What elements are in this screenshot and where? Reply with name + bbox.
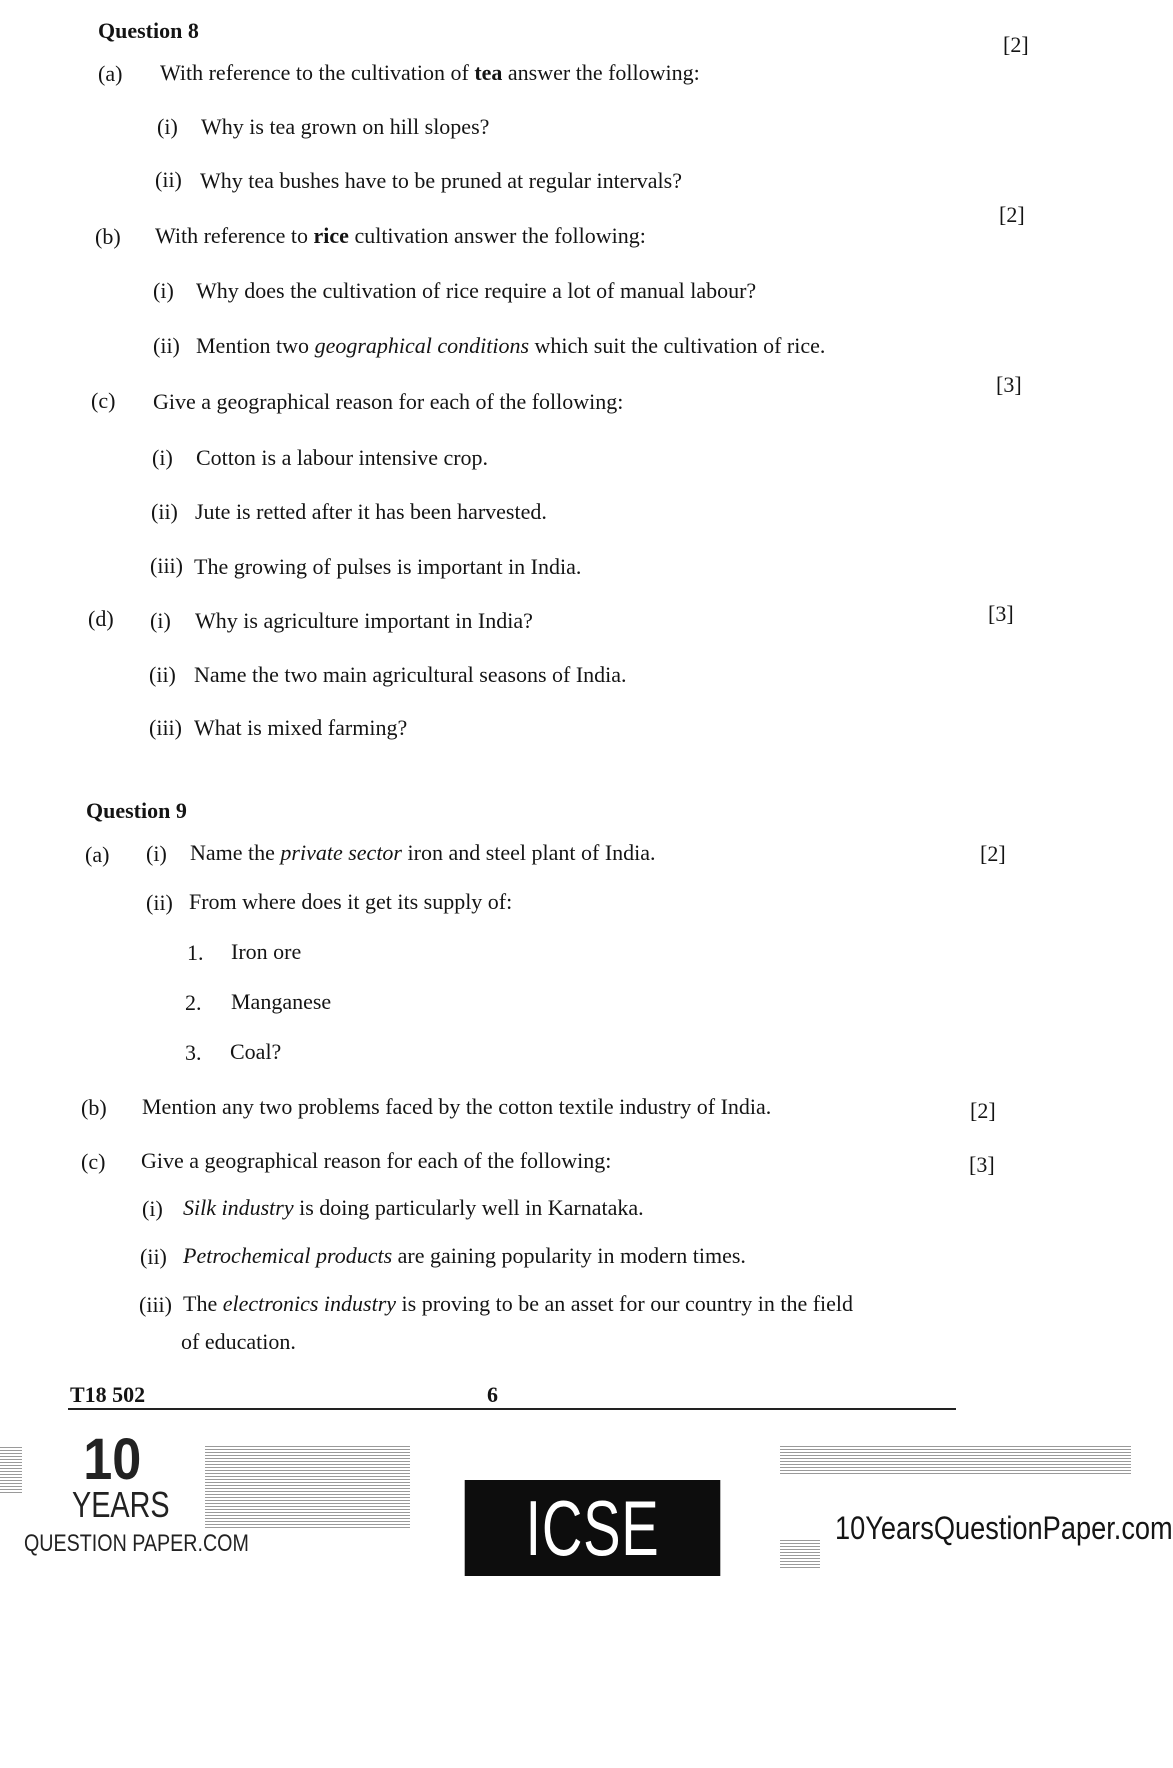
q8-a-label: (a) (98, 61, 123, 86)
q9-a-item-text: Iron ore (231, 939, 302, 964)
q8-c-ii-num: (ii) (151, 499, 178, 524)
question-8-title: Question 8 (98, 18, 199, 43)
q9-a-item-num: 3. (185, 1040, 202, 1065)
banner-title: ICSE BOARD X (465, 1480, 721, 1576)
q8-b-i-num: (i) (153, 278, 174, 303)
q9-c-label: (c) (81, 1149, 106, 1174)
page-number: 6 (487, 1382, 498, 1407)
q9-c-iii-num: (iii) (139, 1292, 172, 1317)
q8-d-iii-num: (iii) (149, 715, 182, 740)
q8-b-i-text: Why does the cultivation of rice require a lot of manual labour? (196, 278, 757, 303)
logo-number: 10 (83, 1427, 142, 1492)
paper-code: T18 502 (70, 1382, 146, 1407)
q9-a-i-text: Name the private sector iron and steel plant of India. (190, 840, 656, 865)
q8-d-marks: [3] (988, 601, 1014, 626)
q9-a-item-text: Coal? (230, 1039, 282, 1064)
q8-a-i-num: (i) (157, 114, 178, 139)
q8-c-i-num: (i) (152, 445, 173, 470)
footer-rule (68, 1408, 956, 1410)
q9-a-i-num: (i) (146, 841, 167, 866)
q9-a-marks: [2] (980, 841, 1006, 866)
q9-a-ii-num: (ii) (146, 890, 173, 915)
q9-a-item-num: 1. (187, 940, 204, 965)
q8-a-i-text: Why is tea grown on hill slopes? (201, 114, 490, 139)
site-url: 10YearsQuestionPaper.com (835, 1510, 1173, 1546)
logo-word: YEARS (72, 1484, 170, 1525)
q9-a-item-text: Manganese (231, 989, 332, 1014)
q9-b-text: Mention any two problems faced by the cotton textile industry of India. (142, 1094, 772, 1119)
stripe-decoration (780, 1446, 1131, 1476)
q9-b-label: (b) (81, 1095, 107, 1120)
q9-a-item-num: 2. (185, 990, 202, 1015)
q8-d-i-num: (i) (150, 608, 171, 633)
q8-a-ii-num: (ii) (155, 167, 182, 192)
q8-b-ii-num: (ii) (153, 333, 180, 358)
q8-c-iii-text: The growing of pulses is important in India. (194, 554, 582, 579)
q9-c-i-text: Silk industry is doing particularly well in Karnataka. (183, 1195, 644, 1220)
q8-c-marks: [3] (996, 372, 1022, 397)
question-9-title: Question 9 (86, 798, 187, 823)
q8-d-ii-text: Name the two main agricultural seasons of India. (194, 662, 627, 687)
stripe-decoration (780, 1540, 820, 1570)
q8-d-i-text: Why is agriculture important in India? (195, 608, 533, 633)
q9-c-ii-text: Petrochemical products are gaining popularity in modern times. (183, 1243, 746, 1268)
q8-b-marks: [2] (999, 202, 1025, 227)
q8-a-stem: With reference to the cultivation of tea answer the following: (160, 60, 700, 85)
logo-subtitle: QUESTION PAPER.COM (24, 1530, 249, 1557)
q9-c-marks: [3] (969, 1152, 995, 1177)
q9-c-ii-num: (ii) (140, 1244, 167, 1269)
q8-c-iii-num: (iii) (150, 553, 183, 578)
q9-c-i-num: (i) (142, 1196, 163, 1221)
q8-b-stem: With reference to rice cultivation answer the following: (155, 223, 646, 248)
q8-d-iii-text: What is mixed farming? (194, 715, 408, 740)
q8-c-label: (c) (91, 388, 116, 413)
q9-c-iii-text: The electronics industry is proving to be an asset for our country in the field (183, 1291, 854, 1316)
q8-b-label: (b) (95, 224, 121, 249)
q9-c-stem: Give a geographical reason for each of the following: (141, 1148, 612, 1173)
q9-b-marks: [2] (970, 1098, 996, 1123)
q8-c-ii-text: Jute is retted after it has been harvested. (195, 499, 547, 524)
q8-c-stem: Give a geographical reason for each of the following: (153, 389, 624, 414)
q8-d-label: (d) (88, 606, 114, 631)
q9-a-label: (a) (85, 842, 110, 867)
q8-a-marks: [2] (1003, 32, 1029, 57)
q9-a-ii-text: From where does it get its supply of: (189, 889, 513, 914)
q8-a-ii-text: Why tea bushes have to be pruned at regular intervals? (200, 168, 682, 193)
stripe-decoration (0, 1447, 22, 1495)
stripe-decoration (205, 1446, 410, 1528)
q8-b-ii-text: Mention two geographical conditions which suit the cultivation of rice. (196, 333, 826, 358)
q9-c-iii-continuation: of education. (181, 1329, 296, 1354)
q8-d-ii-num: (ii) (149, 662, 176, 687)
site-logo (20, 1426, 249, 1596)
q8-c-i-text: Cotton is a labour intensive crop. (196, 445, 489, 470)
